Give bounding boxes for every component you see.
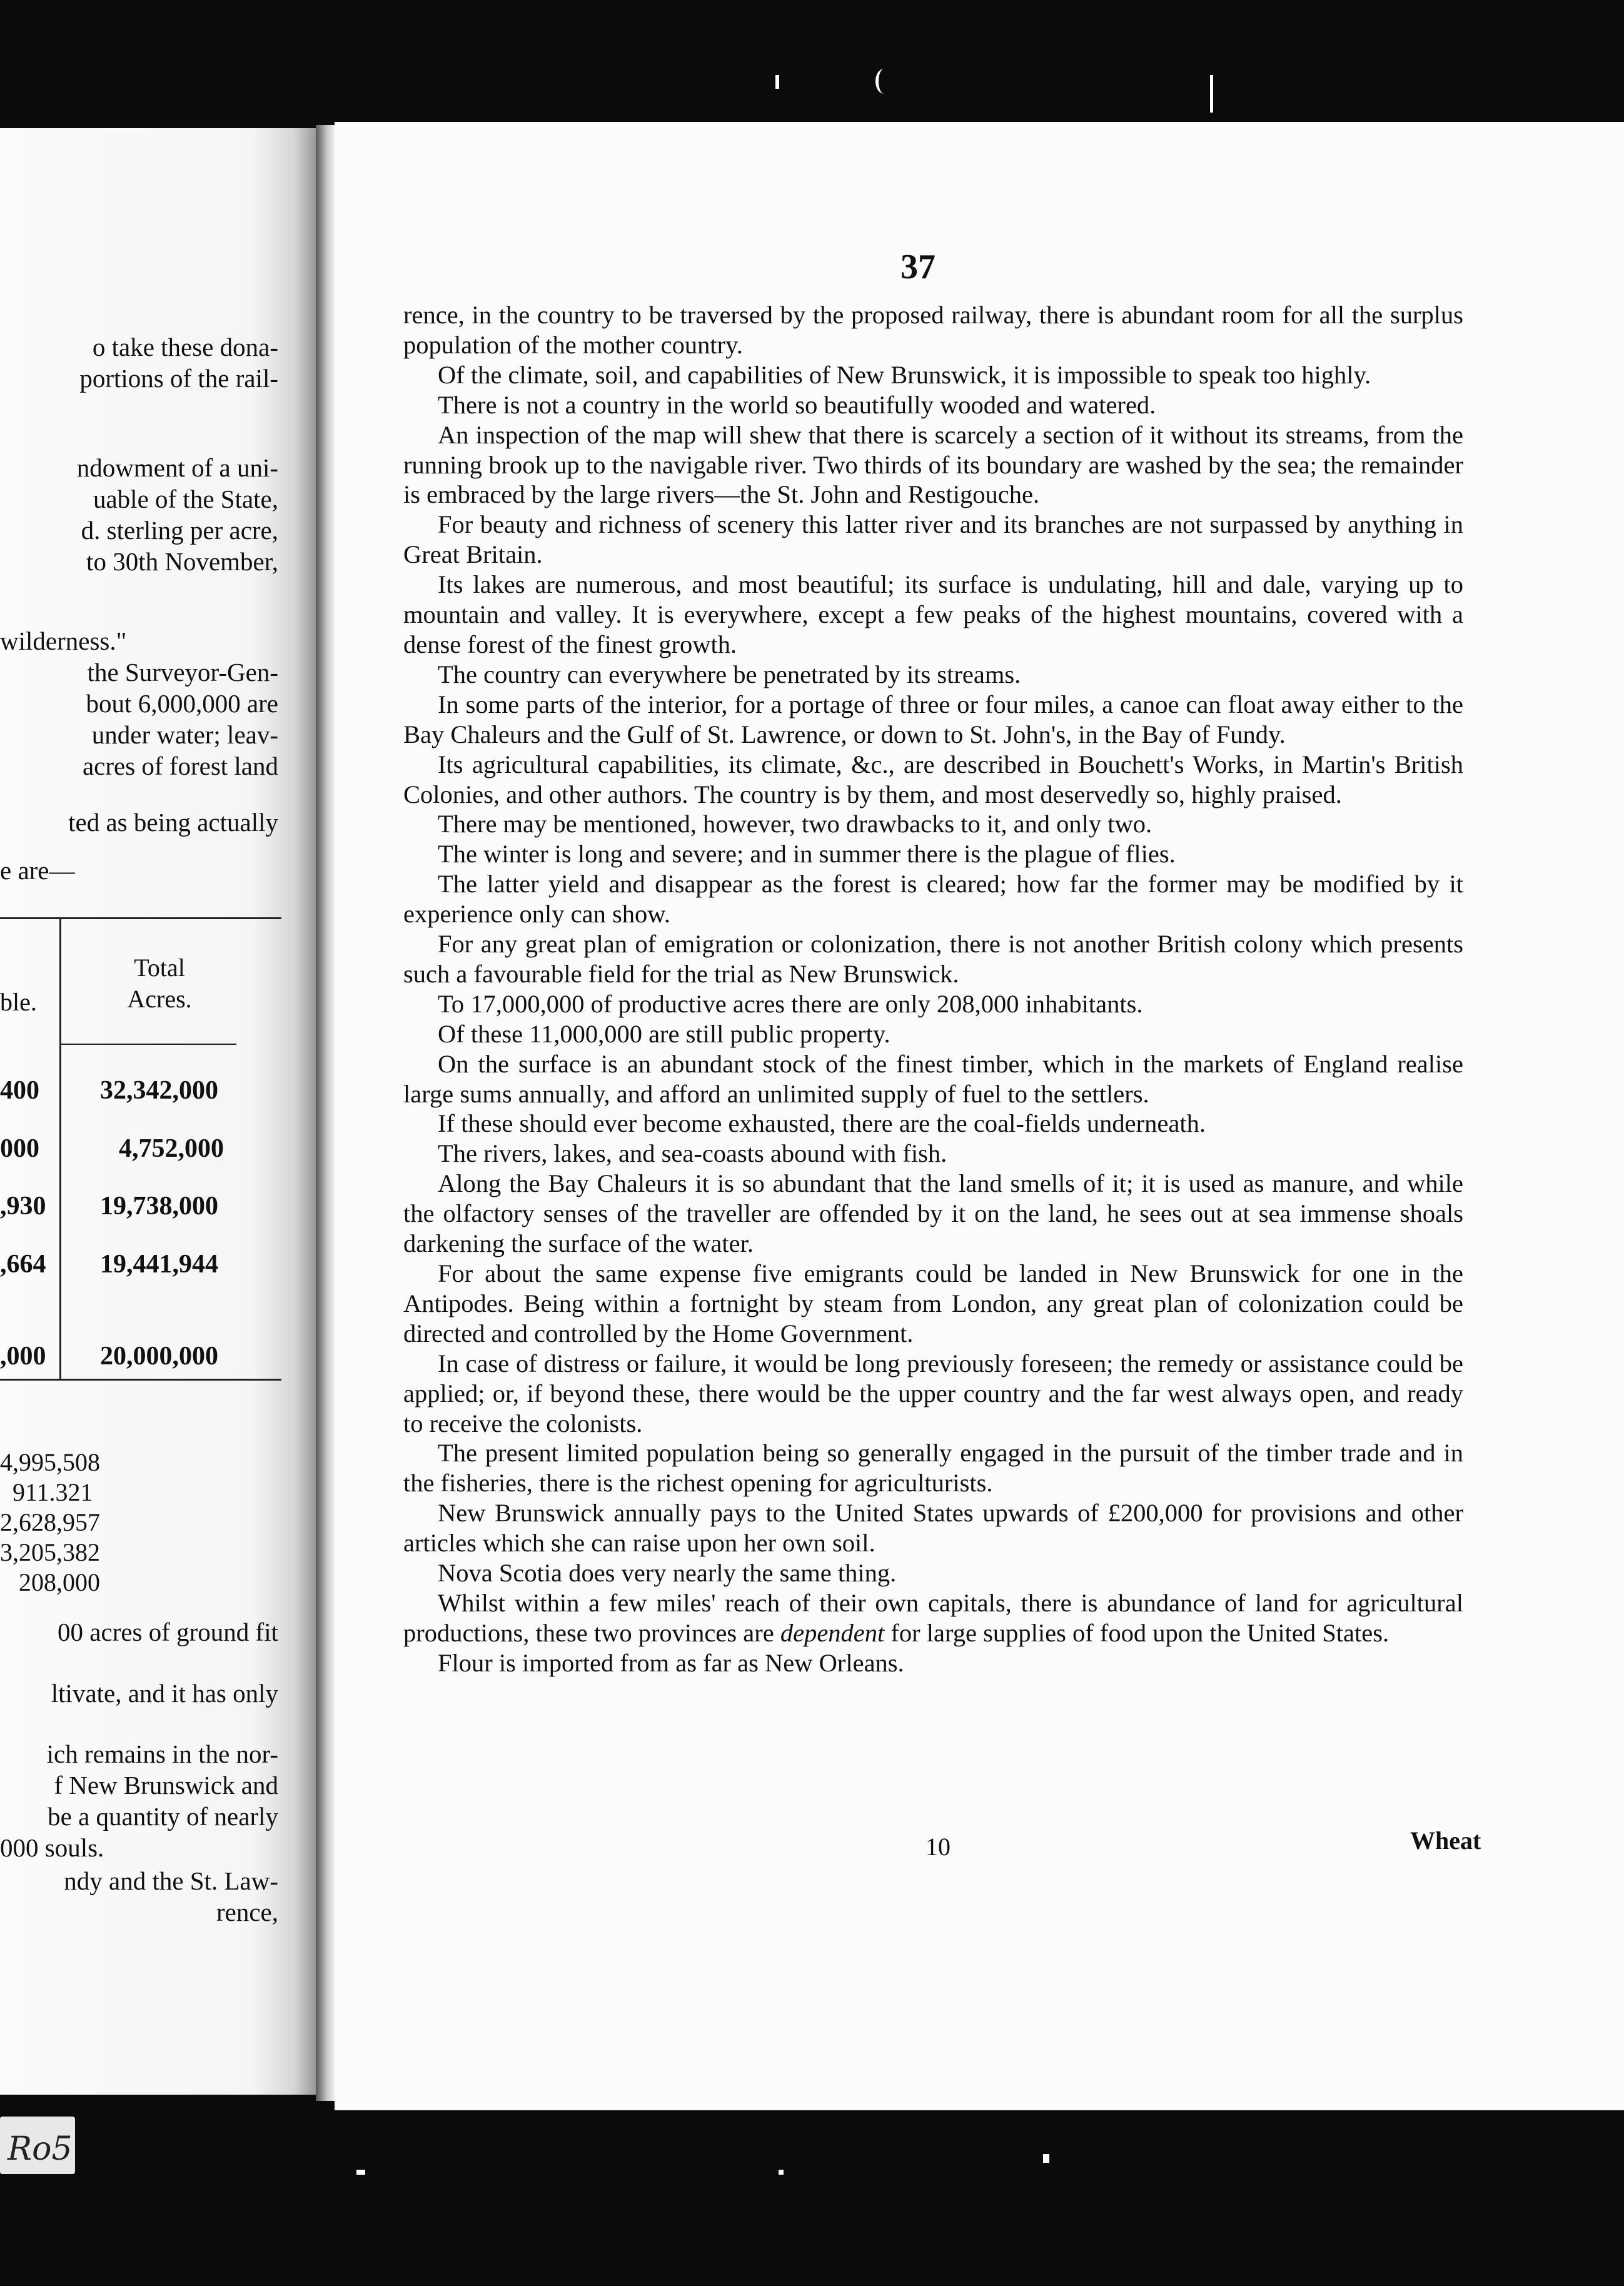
left-line: rence,: [216, 1898, 278, 1926]
left-line: bout 6,000,000 are: [86, 689, 278, 718]
marker-label: Ro5: [8, 2130, 73, 2168]
text-run: Whilst within a few miles' reach of their own capitals, there is abundance of land for agricultural productions, these two provinces are: [403, 1588, 1463, 1647]
left-line: 000 souls.: [0, 1833, 104, 1862]
left-line: uable of the State,: [93, 485, 278, 513]
paragraph: New Brunswick annually pays to the United States upwards of £200,000 for provisions and other articles which she can raise upon her own soil.: [403, 1499, 1463, 1558]
paragraph: To 17,000,000 of productive acres there are only 208,000 inhabitants.: [438, 989, 1143, 1018]
scan-speck: [356, 2170, 365, 2175]
catchword: Wheat: [1410, 1826, 1481, 1855]
left-line: ndowment of a uni-: [76, 453, 278, 482]
table-column-rule: [59, 919, 61, 1379]
sum-value: 2,628,957: [0, 1508, 100, 1536]
page-gutter: [316, 125, 335, 2101]
left-line: ich remains in the nor-: [46, 1740, 278, 1768]
paragraph: There may be mentioned, however, two drawbacks to it, and only two.: [438, 810, 1152, 838]
scan-speck: [775, 75, 779, 89]
paragraph: For beauty and richness of scenery this latter river and its branches are not surpassed by anything in Great Britain.: [403, 510, 1463, 569]
paragraph: There is not a country in the world so beautifully wooded and watered.: [438, 390, 1156, 419]
scan-speck: [875, 69, 892, 94]
paragraph: Nova Scotia does very nearly the same thing.: [438, 1559, 897, 1588]
paragraph: The winter is long and severe; and in summer there is the plague of flies.: [438, 840, 1176, 869]
paragraph: In case of distress or failure, it would be long previously foreseen; the remedy or assistance could be applied; or, if beyond these, there would be the upper country and the far west always open, and ready to receive the colonists.: [403, 1349, 1463, 1438]
paragraph: For any great plan of emigration or colonization, there is not another British colony which presents such a favourable field for the trial as New Brunswick.: [403, 930, 1463, 988]
paragraph: Its agricultural capabilities, its climate, &c., are described in Bouchett's Works, in Martin's British Colonies, and other authors. The country is by them, and most deservedly so, highly praised.: [403, 750, 1463, 808]
sum-value: 4,995,508: [0, 1448, 100, 1476]
paragraph: If these should ever become exhausted, there are the coal-fields underneath.: [438, 1109, 1206, 1138]
left-line: o take these dona-: [92, 333, 278, 361]
paragraph: The country can everywhere be penetrated by its streams.: [438, 660, 1021, 688]
table-header-cell: Acres.: [127, 985, 192, 1013]
paragraph: The latter yield and disappear as the forest is cleared; how far the former may be modified by it experience only can show.: [403, 870, 1463, 929]
table-cell: 19,441,944: [100, 1250, 218, 1279]
left-line: d. sterling per acre,: [81, 516, 278, 545]
left-line: ltivate, and it has only: [51, 1679, 278, 1708]
table-rule: [61, 1044, 236, 1045]
left-line: wilderness.": [0, 627, 127, 655]
left-line: f New Brunswick and: [54, 1771, 278, 1800]
table-header-cell: Total: [134, 954, 185, 982]
left-page: [0, 128, 316, 2095]
body-text: [403, 300, 1463, 1678]
paragraph: Along the Bay Chaleurs it is so abundant that the land smells of it; it is used as manure, and while the olfactory senses of the traveller are offended by it on the land, he sees out at sea immense shoals darkening the surface of the water.: [403, 1169, 1463, 1258]
sum-value: 3,205,382: [0, 1538, 100, 1566]
left-line: ndy and the St. Law-: [64, 1866, 278, 1895]
paragraph: Of these 11,000,000 are still public property.: [438, 1019, 890, 1048]
table-cell: 400: [0, 1076, 39, 1105]
paragraph: The present limited population being so generally engaged in the pursuit of the timber trade and in the fisheries, there is the richest opening for agriculturists.: [403, 1439, 1463, 1498]
paragraph: Of the climate, soil, and capabilities of New Brunswick, it is impossible to speak too highly.: [438, 360, 1371, 389]
signature-mark: 10: [925, 1833, 951, 1861]
table-cell: 4,752,000: [119, 1134, 224, 1163]
scan-speck: [779, 2170, 784, 2175]
paragraph: The rivers, lakes, and sea-coasts abound with fish.: [438, 1139, 947, 1168]
left-line: e are—: [0, 856, 75, 885]
table-cell: ,930: [0, 1192, 46, 1221]
sum-value: 911.321: [13, 1478, 93, 1506]
right-page: [335, 122, 1624, 2110]
left-line: to 30th November,: [86, 547, 278, 576]
left-line: portions of the rail-: [79, 364, 278, 393]
left-line: be a quantity of nearly: [48, 1802, 278, 1831]
emphasis: dependent: [780, 1618, 885, 1647]
text-run: for large supplies of food upon the United States.: [884, 1618, 1389, 1647]
table-cell: ,000: [0, 1342, 46, 1371]
table-cell: 000: [0, 1134, 39, 1163]
scan-speck: [1210, 75, 1213, 113]
paragraph: rence, in the country to be traversed by the proposed railway, there is abundant room for all the surplus population of the mother country.: [403, 301, 1463, 359]
left-line: under water; leav-: [91, 720, 278, 749]
paragraph: An inspection of the map will shew that there is scarcely a section of it without its streams, from the running brook up to the navigable river. Two thirds of its boundary are washed by the sea; the remainder is embraced by the large rivers—the St. John and Restigouche.: [403, 420, 1463, 509]
left-line: acres of forest land: [82, 752, 278, 780]
sum-value: 208,000: [19, 1568, 100, 1596]
table-cell: 32,342,000: [100, 1076, 218, 1105]
paragraph: Flour is imported from as far as New Orleans.: [438, 1648, 904, 1677]
table-cell: 19,738,000: [100, 1192, 218, 1221]
table-cell: ,664: [0, 1250, 46, 1279]
paragraph: Its lakes are numerous, and most beautiful; its surface is undulating, hill and dale, varying up to mountain and valley. It is everywhere, except a few peaks of the highest mountains, covered with a dense forest of the finest growth.: [403, 570, 1463, 658]
paragraph: In some parts of the interior, for a portage of three or four miles, a canoe can float away either to the Bay Chaleurs and the Gulf of St. Lawrence, or down to St. John's, in the Bay of Fundy.: [403, 690, 1463, 748]
left-line: ted as being actually: [68, 808, 278, 837]
left-line: the Surveyor-Gen-: [87, 658, 278, 687]
page-number: 37: [900, 248, 936, 286]
left-line: 00 acres of ground fit: [58, 1618, 278, 1646]
archive-marker: [0, 2117, 75, 2174]
table-cell: 20,000,000: [100, 1342, 218, 1371]
paragraph: On the surface is an abundant stock of the finest timber, which in the markets of England realise large sums annually, and afford an unlimited supply of fuel to the settlers.: [403, 1049, 1463, 1108]
table-rule: [0, 1379, 281, 1381]
paragraph: [403, 1588, 1463, 1648]
scan-speck: [1043, 2154, 1049, 2163]
table-rule: [0, 917, 281, 919]
table-header-cell: ble.: [0, 988, 37, 1016]
paragraph: For about the same expense five emigrants could be landed in New Brunswick for one in the Antipodes. Being within a fortnight by steam from London, any great plan of colonization could be directed and controlled by the Home Government.: [403, 1259, 1463, 1347]
